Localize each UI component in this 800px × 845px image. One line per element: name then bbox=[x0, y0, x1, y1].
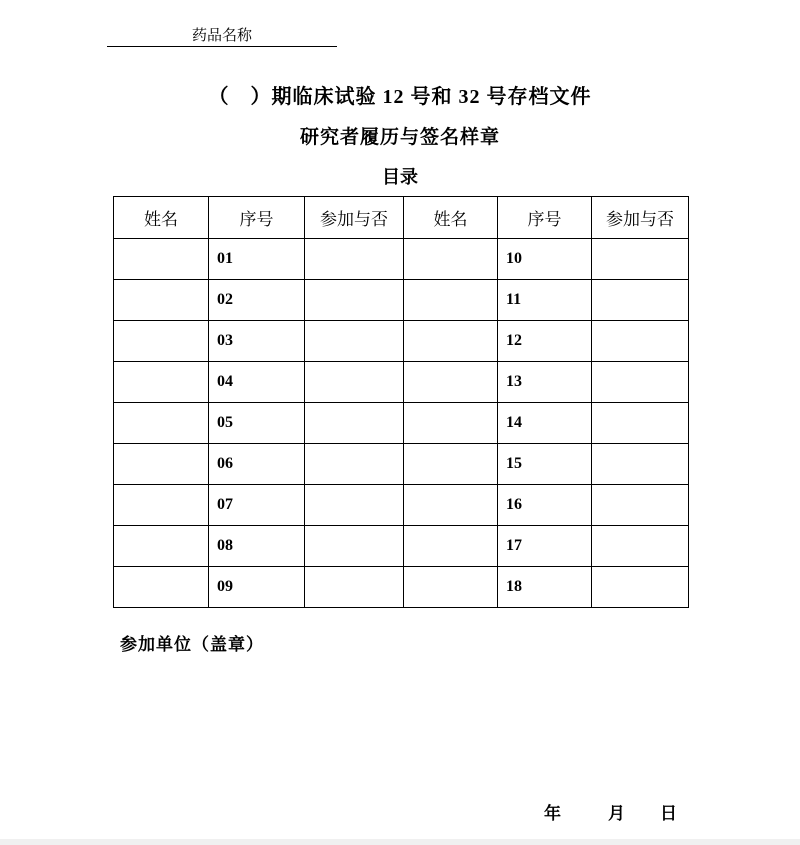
serial-cell: 11 bbox=[498, 280, 592, 321]
participation-cell bbox=[592, 362, 689, 403]
table-body bbox=[114, 239, 689, 608]
name-cell bbox=[404, 239, 498, 280]
serial-cell: 13 bbox=[498, 362, 592, 403]
participating-unit-label: 参加单位（盖章） bbox=[120, 635, 264, 654]
table-row bbox=[114, 403, 689, 444]
serial-cell: 18 bbox=[498, 567, 592, 608]
name-cell bbox=[114, 239, 209, 280]
table-row bbox=[114, 526, 689, 567]
name-cell bbox=[404, 485, 498, 526]
serial-cell: 12 bbox=[498, 321, 592, 362]
name-cell bbox=[114, 485, 209, 526]
name-cell bbox=[404, 526, 498, 567]
header-cell-serial-left: 序号 bbox=[209, 197, 305, 239]
document-title: （ ）期临床试验 12 号和 32 号存档文件 bbox=[208, 86, 592, 108]
participation-cell bbox=[305, 321, 404, 362]
drug-name-blank-line bbox=[107, 26, 337, 47]
serial-cell: 14 bbox=[498, 403, 592, 444]
participation-cell bbox=[592, 321, 689, 362]
directory-table bbox=[113, 196, 689, 608]
header-cell-participation-left: 参加与否 bbox=[305, 197, 404, 239]
participation-cell bbox=[592, 444, 689, 485]
name-cell bbox=[404, 567, 498, 608]
table-header-row bbox=[114, 197, 689, 239]
participation-cell bbox=[305, 403, 404, 444]
name-cell bbox=[114, 362, 209, 403]
table-row bbox=[114, 362, 689, 403]
participation-cell bbox=[592, 403, 689, 444]
name-cell bbox=[114, 526, 209, 567]
participation-cell bbox=[305, 485, 404, 526]
serial-cell: 06 bbox=[209, 444, 305, 485]
participation-cell bbox=[592, 280, 689, 321]
serial-cell: 04 bbox=[209, 362, 305, 403]
document-subtitle: 研究者履历与签名样章 bbox=[299, 127, 500, 148]
serial-cell: 09 bbox=[209, 567, 305, 608]
serial-cell: 03 bbox=[209, 321, 305, 362]
name-cell bbox=[404, 321, 498, 362]
participation-cell bbox=[305, 444, 404, 485]
table-row bbox=[114, 239, 689, 280]
name-cell bbox=[114, 280, 209, 321]
table-row bbox=[114, 567, 689, 608]
name-cell bbox=[404, 444, 498, 485]
date-day-label: 日 bbox=[660, 804, 677, 823]
drug-name-label: 药品名称 bbox=[191, 28, 252, 44]
table-row bbox=[114, 321, 689, 362]
serial-cell: 10 bbox=[498, 239, 592, 280]
table-row bbox=[114, 485, 689, 526]
date-month-label: 月 bbox=[608, 804, 625, 823]
participation-cell bbox=[305, 280, 404, 321]
serial-cell: 02 bbox=[209, 280, 305, 321]
toc-heading: 目录 bbox=[382, 167, 418, 187]
participation-cell bbox=[305, 239, 404, 280]
participation-cell bbox=[592, 239, 689, 280]
serial-cell: 08 bbox=[209, 526, 305, 567]
name-cell bbox=[404, 362, 498, 403]
table-row bbox=[114, 444, 689, 485]
participation-cell bbox=[592, 567, 689, 608]
participation-cell bbox=[305, 567, 404, 608]
participation-cell bbox=[305, 362, 404, 403]
name-cell bbox=[404, 403, 498, 444]
participation-cell bbox=[592, 485, 689, 526]
table-row bbox=[114, 280, 689, 321]
serial-cell: 15 bbox=[498, 444, 592, 485]
participation-cell bbox=[592, 526, 689, 567]
serial-cell: 01 bbox=[209, 239, 305, 280]
header-cell-name-left: 姓名 bbox=[114, 197, 209, 239]
page-bottom-edge bbox=[0, 839, 800, 845]
name-cell bbox=[114, 321, 209, 362]
participation-cell bbox=[305, 526, 404, 567]
serial-cell: 05 bbox=[209, 403, 305, 444]
name-cell bbox=[114, 403, 209, 444]
date-year-label: 年 bbox=[544, 804, 561, 823]
header-cell-name-right: 姓名 bbox=[404, 197, 498, 239]
serial-cell: 07 bbox=[209, 485, 305, 526]
name-cell bbox=[114, 567, 209, 608]
serial-cell: 16 bbox=[498, 485, 592, 526]
name-cell bbox=[404, 280, 498, 321]
header-cell-serial-right: 序号 bbox=[498, 197, 592, 239]
name-cell bbox=[114, 444, 209, 485]
serial-cell: 17 bbox=[498, 526, 592, 567]
header-cell-participation-right: 参加与否 bbox=[592, 197, 689, 239]
